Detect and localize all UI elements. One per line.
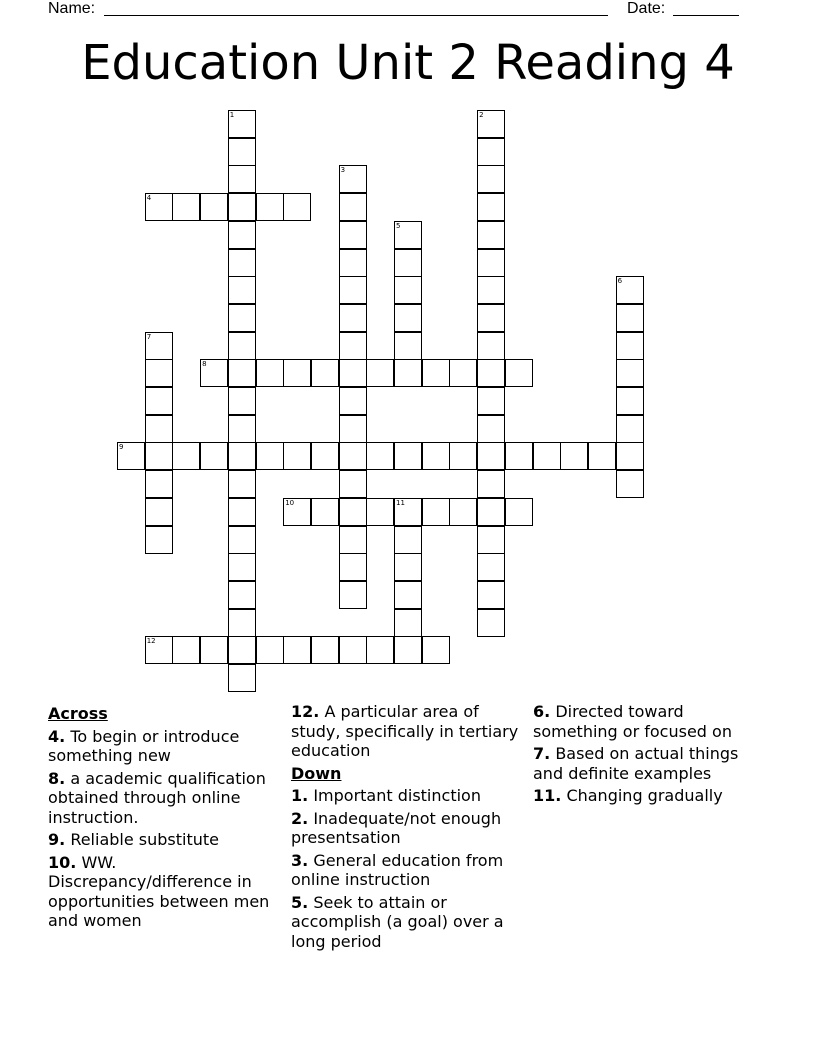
clue-text: General education from online instruction	[291, 850, 504, 889]
grid-cell[interactable]	[616, 470, 644, 498]
grid-cell[interactable]	[394, 221, 422, 249]
grid-cell[interactable]	[477, 249, 505, 277]
grid-cell[interactable]	[117, 442, 145, 470]
cell-number: 7	[146, 332, 152, 341]
grid-cell[interactable]	[228, 193, 256, 221]
grid-cell[interactable]	[145, 498, 173, 526]
grid-cell[interactable]	[366, 636, 394, 664]
grid-cell[interactable]	[200, 193, 228, 221]
grid-cell[interactable]	[283, 442, 311, 470]
grid-cell[interactable]	[477, 165, 505, 193]
clue-number: 4.	[48, 726, 66, 746]
clue-text: A particular area of study, specifically in tertiary education	[291, 702, 519, 760]
grid-cell[interactable]	[228, 359, 256, 387]
down-heading: Down	[291, 763, 342, 783]
grid-cell[interactable]	[477, 193, 505, 221]
grid-cell[interactable]	[477, 276, 505, 304]
clue-number: 1.	[291, 786, 309, 805]
page-title: Education Unit 2 Reading 4	[81, 35, 735, 91]
clue-number: 9.	[48, 830, 66, 849]
grid-cell[interactable]	[477, 359, 505, 387]
cell-number: 6	[617, 277, 623, 286]
grid-cell[interactable]	[228, 165, 256, 193]
clue-text: Seek to attain or accomplish (a goal) over a long period	[291, 892, 504, 951]
grid-cell[interactable]	[145, 636, 173, 664]
clue-text: Inadequate/not enough presentsation	[291, 808, 502, 847]
grid-cell[interactable]	[228, 387, 256, 415]
cell-number: 2	[479, 111, 484, 119]
grid-cell[interactable]	[228, 415, 256, 443]
grid-cell[interactable]	[477, 470, 505, 498]
grid-cell[interactable]	[422, 442, 450, 470]
grid-cell[interactable]	[200, 359, 228, 387]
grid-cell[interactable]	[145, 442, 173, 470]
grid-cell[interactable]	[339, 498, 367, 526]
clue-down-5	[291, 893, 527, 952]
grid-cell[interactable]	[200, 636, 228, 664]
grid-cell[interactable]	[339, 581, 367, 609]
grid-cell[interactable]	[477, 553, 505, 581]
clue-down-3	[291, 851, 527, 890]
grid-cell[interactable]	[339, 526, 367, 554]
grid-cell[interactable]	[477, 442, 505, 470]
cell-number: 9	[119, 443, 124, 452]
grid-cell[interactable]	[228, 470, 256, 498]
clue-across-10	[48, 853, 284, 931]
grid-cell[interactable]	[145, 387, 173, 415]
clue-text: Based on actual things and definite examples	[533, 744, 739, 783]
grid-cell[interactable]	[394, 553, 422, 581]
grid-cell[interactable]	[588, 442, 616, 470]
grid-cell[interactable]	[339, 415, 367, 443]
grid-cell[interactable]	[172, 442, 200, 470]
grid-cell[interactable]	[311, 636, 339, 664]
grid-cell[interactable]	[339, 165, 367, 193]
grid-cell[interactable]	[228, 498, 256, 526]
grid-cell[interactable]	[283, 359, 311, 387]
cell-number: 5	[396, 221, 401, 230]
grid-cell[interactable]	[477, 498, 505, 526]
grid-cell[interactable]	[505, 498, 533, 526]
grid-cell[interactable]	[477, 581, 505, 609]
clue-number: 2.	[291, 808, 309, 828]
grid-cell[interactable]	[449, 498, 477, 526]
clue-text: a academic qualification obtained through online instruction.	[48, 768, 266, 827]
cell-number: 10	[285, 498, 295, 507]
clue-text: Changing gradually	[566, 786, 723, 805]
clue-down-1	[291, 786, 527, 806]
grid-cell[interactable]	[228, 249, 256, 277]
grid-cell[interactable]	[533, 442, 561, 470]
grid-cell[interactable]	[505, 359, 533, 387]
grid-cell[interactable]	[394, 304, 422, 332]
grid-cell[interactable]	[256, 193, 284, 221]
grid-cell[interactable]	[145, 415, 173, 443]
grid-cell[interactable]	[172, 636, 200, 664]
clue-across-9	[48, 830, 284, 850]
grid-cell[interactable]	[477, 332, 505, 360]
grid-cell[interactable]	[616, 276, 644, 304]
grid-cell[interactable]	[311, 498, 339, 526]
grid-cell[interactable]	[449, 442, 477, 470]
cell-number: 3	[340, 166, 346, 175]
grid-cell[interactable]	[477, 415, 505, 443]
grid-cell[interactable]	[394, 498, 422, 526]
grid-cell[interactable]	[616, 332, 644, 360]
grid-cell[interactable]	[394, 359, 422, 387]
grid-cell[interactable]	[366, 498, 394, 526]
grid-cell[interactable]	[339, 553, 367, 581]
grid-cell[interactable]	[228, 553, 256, 581]
clue-number: 8.	[48, 768, 66, 788]
cell-number: 4	[146, 194, 152, 203]
grid-cell[interactable]	[394, 276, 422, 304]
grid-cell[interactable]	[228, 138, 256, 166]
clue-text: Reliable substitute	[70, 830, 219, 849]
grid-cell[interactable]	[422, 636, 450, 664]
name-label: Name:	[48, 0, 96, 17]
grid-cell[interactable]	[339, 249, 367, 277]
grid-cell[interactable]	[477, 387, 505, 415]
grid-cell[interactable]	[394, 442, 422, 470]
clue-down-2	[291, 809, 527, 848]
grid-cell[interactable]	[616, 359, 644, 387]
grid-cell[interactable]	[616, 387, 644, 415]
grid-cell[interactable]	[505, 442, 533, 470]
grid-cell[interactable]	[616, 415, 644, 443]
grid-cell[interactable]	[394, 581, 422, 609]
grid-cell[interactable]	[256, 442, 284, 470]
grid-cell[interactable]	[283, 498, 311, 526]
grid-cell[interactable]	[339, 387, 367, 415]
grid-cell[interactable]	[228, 221, 256, 249]
cell-number: 8	[202, 360, 207, 369]
grid-cell[interactable]	[311, 442, 339, 470]
grid-cell[interactable]	[228, 276, 256, 304]
cell-number: 1	[229, 111, 235, 119]
clue-number: 5.	[291, 892, 309, 912]
grid-cell[interactable]	[228, 609, 256, 637]
clues-column-3	[533, 702, 773, 809]
grid-cell[interactable]	[256, 359, 284, 387]
grid-cell[interactable]	[283, 193, 311, 221]
grid-cell[interactable]	[172, 193, 200, 221]
grid-cell[interactable]	[228, 581, 256, 609]
clue-text: To begin or introduce something new	[48, 726, 240, 765]
grid-cell[interactable]	[477, 110, 505, 138]
grid-cell[interactable]	[339, 332, 367, 360]
clue-down-7	[533, 744, 773, 783]
grid-cell[interactable]	[477, 526, 505, 554]
grid-cell[interactable]	[339, 304, 367, 332]
clue-number: 10.	[48, 852, 77, 872]
grid-cell[interactable]	[228, 636, 256, 664]
clue-number: 7.	[533, 744, 551, 763]
grid-cell[interactable]	[228, 304, 256, 332]
grid-cell[interactable]	[200, 442, 228, 470]
grid-cell[interactable]	[228, 110, 256, 138]
grid-cell[interactable]	[394, 332, 422, 360]
clue-across-8	[48, 769, 284, 828]
grid-cell[interactable]	[422, 498, 450, 526]
grid-cell[interactable]	[339, 193, 367, 221]
grid-cell[interactable]	[394, 526, 422, 554]
clue-text: Important distinction	[313, 786, 481, 805]
grid-cell[interactable]	[145, 193, 173, 221]
clue-number: 6.	[533, 702, 551, 721]
grid-cell[interactable]	[256, 636, 284, 664]
grid-cell[interactable]	[366, 442, 394, 470]
clue-number: 12.	[291, 702, 320, 721]
grid-cell[interactable]	[228, 526, 256, 554]
across-heading: Across	[48, 704, 108, 723]
clue-across-4	[48, 727, 284, 766]
grid-cell[interactable]	[394, 636, 422, 664]
grid-cell[interactable]	[145, 470, 173, 498]
grid-cell[interactable]	[311, 359, 339, 387]
grid-cell[interactable]	[394, 609, 422, 637]
grid-cell[interactable]	[145, 526, 173, 554]
grid-cell[interactable]	[339, 442, 367, 470]
grid-cell[interactable]	[616, 304, 644, 332]
clues-column-1	[48, 702, 284, 934]
grid-cell[interactable]	[477, 138, 505, 166]
grid-cell[interactable]	[477, 609, 505, 637]
grid-cell[interactable]	[366, 359, 394, 387]
clue-number: 11.	[533, 786, 562, 805]
grid-cell[interactable]	[339, 276, 367, 304]
date-label: Date:	[627, 0, 666, 17]
grid-cell[interactable]	[339, 221, 367, 249]
grid-cell[interactable]	[339, 636, 367, 664]
grid-cell[interactable]	[560, 442, 588, 470]
grid-cell[interactable]	[228, 442, 256, 470]
grid-cell[interactable]	[449, 359, 477, 387]
clue-text: Directed toward something or focused on	[533, 702, 732, 741]
grid-cell[interactable]	[477, 221, 505, 249]
clue-down-6	[533, 702, 773, 741]
cell-number: 12	[146, 637, 156, 646]
grid-cell[interactable]	[422, 359, 450, 387]
grid-cell[interactable]	[394, 249, 422, 277]
grid-cell[interactable]	[477, 304, 505, 332]
grid-cell[interactable]	[283, 636, 311, 664]
clues-column-2	[291, 702, 527, 954]
clue-down-11	[533, 786, 773, 806]
grid-cell[interactable]	[228, 332, 256, 360]
clue-across-12	[291, 702, 527, 761]
grid-cell[interactable]	[145, 332, 173, 360]
grid-cell[interactable]	[339, 470, 367, 498]
clue-number: 3.	[291, 850, 309, 870]
grid-cell[interactable]	[228, 664, 256, 692]
cell-number: 11	[396, 498, 405, 507]
grid-cell[interactable]	[339, 359, 367, 387]
clue-text: WW. Discrepancy/difference in opportunities between men and women	[48, 852, 270, 930]
grid-cell[interactable]	[145, 359, 173, 387]
grid-cell[interactable]	[616, 442, 644, 470]
